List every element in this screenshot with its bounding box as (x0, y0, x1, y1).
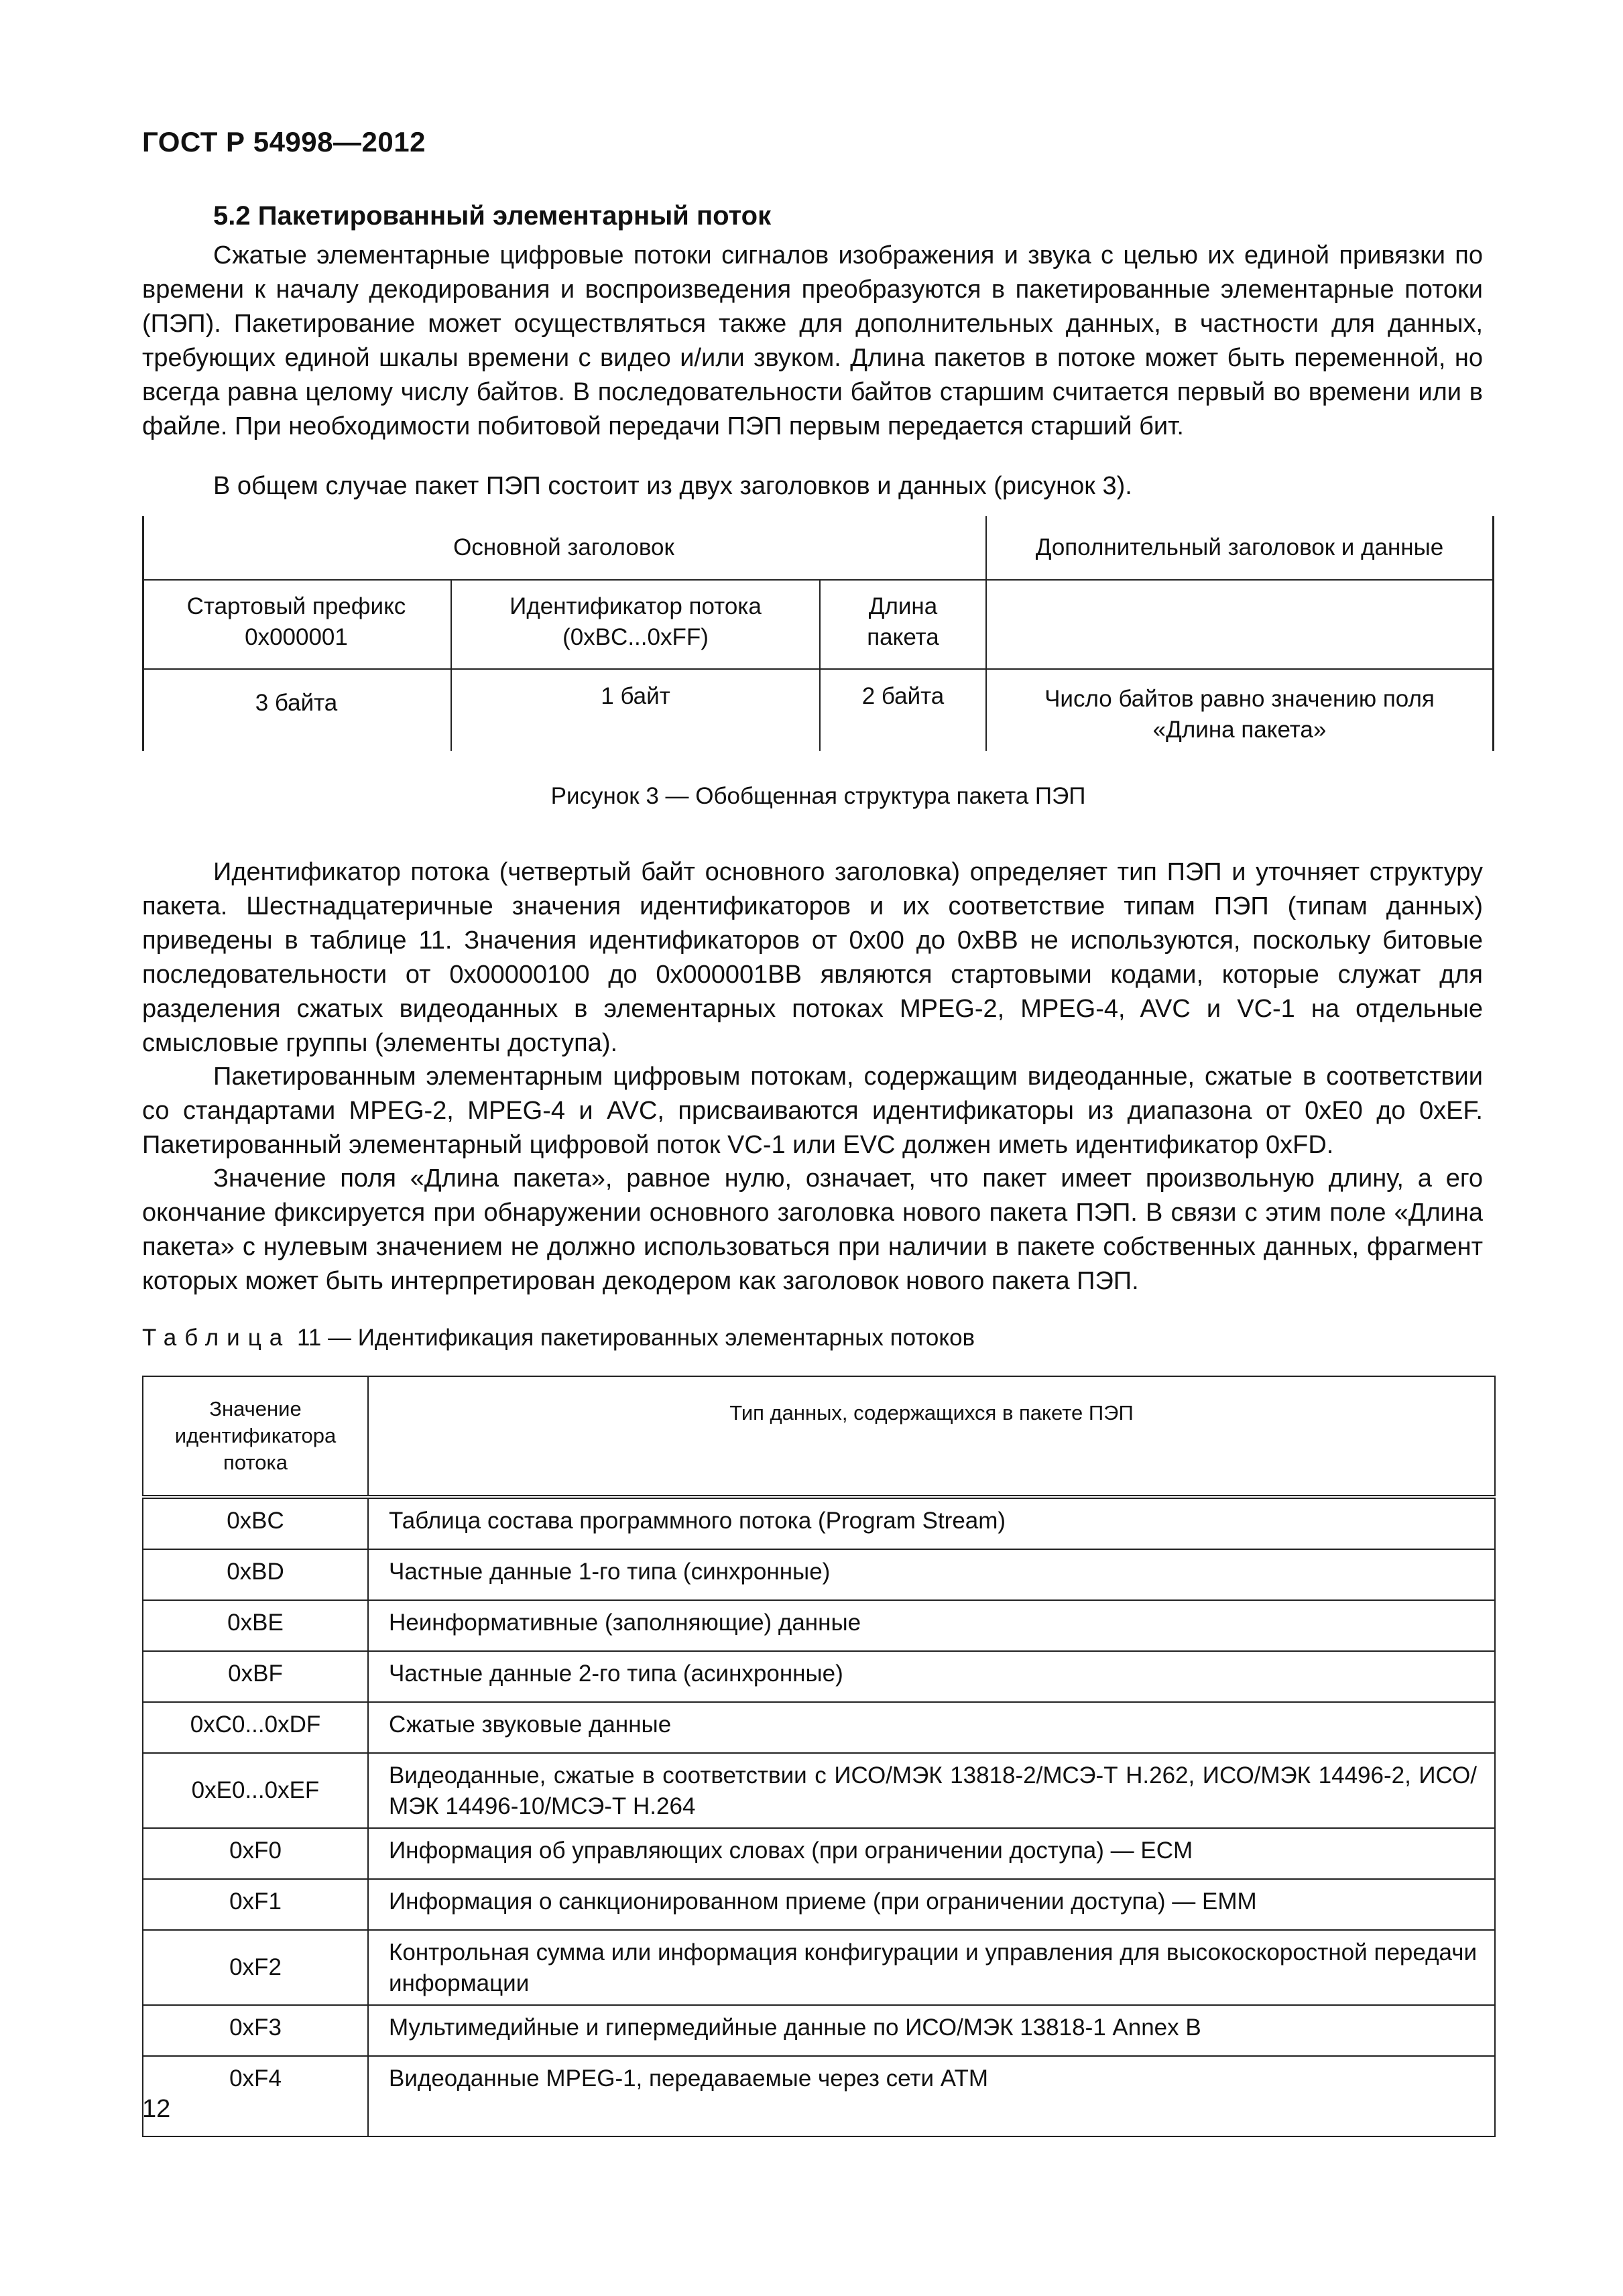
figure-stream-id-label: Идентификатор потока (509, 593, 762, 619)
paragraph-packet-length: Значение поля «Длина пакета», равное нулю, означает, что пакет имеет произвольную длину, а его окончание фиксируется при обнаружении основного заголовка нового пакета ПЭП. В связи с этим поле «Длина пакета» с нулевым значением не должно использоваться при наличии в пакете собственных данных, фрагмент которых может быть интерпретирован декодером как заголовок нового пакета ПЭП. (142, 1164, 1483, 1295)
figure-stream-id (452, 591, 819, 653)
figure-size-stream-id: 1 байт (601, 683, 670, 709)
table-row (143, 1549, 1495, 1600)
table-cell-desc: Информация о санкционированном приеме (при ограничении доступа) — EMM (368, 1879, 1495, 1930)
table-cell-code: 0xBE (143, 1600, 368, 1651)
table-row (143, 1753, 1495, 1828)
figure-size-data-line2: «Длина пакета» (1152, 717, 1327, 743)
table-cell-code: 0xE0...0xEF (143, 1753, 368, 1828)
table-caption (142, 1325, 975, 1351)
page-number: 12 (142, 2095, 171, 2123)
figure-size-data (987, 684, 1492, 745)
table-row (143, 1879, 1495, 1930)
figure-caption: Рисунок 3 — Обобщенная структура пакета ПЭП (550, 783, 1086, 809)
table-cell-desc: Неинформативные (заполняющие) данные (368, 1600, 1495, 1651)
table-cell-code: 0xF2 (143, 1930, 368, 2005)
table-caption-text: 11 — Идентификация пакетированных элементарных потоков (296, 1325, 975, 1351)
figure-start-prefix-label: Стартовый префикс (186, 593, 406, 619)
table-row (143, 2005, 1495, 2056)
table-cell-desc: Сжатые звуковые данные (368, 1702, 1495, 1753)
document-header: ГОСТ Р 54998—2012 (142, 126, 426, 158)
table-cell-code: 0xF4 (143, 2056, 368, 2136)
table-cell-desc: Контрольная сумма или информация конфигурации и управления для высокоскоростной передачи информации (368, 1930, 1495, 2005)
table-row (143, 1828, 1495, 1879)
table-cell-desc: Видеоданные, сжатые в соответствии с ИСО/МЭК 13818-2/МСЭ-Т H.262, ИСО/МЭК 14496-2, ИСО/МЭК 14496-10/МСЭ-Т H.264 (368, 1753, 1495, 1828)
table-cell-code: 0xF3 (143, 2005, 368, 2056)
figure-start-prefix (142, 591, 450, 653)
table-cell-desc: Частные данные 2-го типа (асинхронные) (368, 1651, 1495, 1702)
table-cell-code: 0xF1 (143, 1879, 368, 1930)
table-cell-desc: Видеоданные MPEG-1, передаваемые через сети ATM (368, 2056, 1495, 2136)
table-row (143, 1930, 1495, 2005)
figure-packet-length-label2: пакета (867, 624, 939, 650)
figure-start-prefix-value: 0x000001 (245, 624, 348, 650)
figure-extra-header: Дополнительный заголовок и данные (1035, 534, 1444, 560)
table-caption-word: Таблица (142, 1325, 291, 1351)
table-stream-identifiers (142, 1376, 1496, 2137)
table-header-id: Значение идентификатора потока (143, 1376, 368, 1497)
table-row (143, 1600, 1495, 1651)
table-header-type: Тип данных, содержащихся в пакете ПЭП (368, 1376, 1495, 1497)
table-row (143, 1702, 1495, 1753)
figure-pes-packet-structure (142, 516, 1494, 751)
figure-packet-length (821, 591, 985, 653)
table-cell-desc: Частные данные 1-го типа (синхронные) (368, 1549, 1495, 1600)
figure-packet-length-label: Длина (868, 593, 938, 619)
figure-main-header: Основной заголовок (453, 534, 674, 560)
figure-stream-id-value: (0xBC...0xFF) (562, 624, 709, 650)
table-cell-desc: Мультимедийные и гипермедийные данные по ИСО/МЭК 13818-1 Annex B (368, 2005, 1495, 2056)
paragraph-video-streams: Пакетированным элементарным цифровым потокам, содержащим видеоданные, сжатые в соответствии со стандартами MPEG-2, MPEG-4 и AVC, присваиваются идентификаторы из диапазона от 0xE0 до 0xEF. Пакетированный элементарный цифровой поток VC-1 или EVC должен иметь идентификатор 0xFD. (142, 1063, 1483, 1159)
table-cell-code: 0xBD (143, 1549, 368, 1600)
table-row (143, 1497, 1495, 1549)
table-header-row (143, 1376, 1495, 1497)
paragraph-stream-id: Идентификатор потока (четвертый байт основного заголовка) определяет тип ПЭП и уточняет структуру пакета. Шестнадцатеричные значения идентификаторов и их соответствие типам ПЭП (типам данных) приведены в таблице 11. Значения идентификаторов от 0x00 до 0xBB не используются, поскольку битовые последовательности от 0x00000100 до 0x000001BB являются стартовыми кодами, которые служат для разделения сжатых видеоданных в элементарных потоках MPEG-2, MPEG-4, AVC и VC-1 на отдельные смысловые группы (элементы доступа). (142, 858, 1483, 1057)
table-row (143, 1651, 1495, 1702)
figure-size-length: 2 байта (861, 683, 945, 709)
section-heading: 5.2 Пакетированный элементарный поток (213, 201, 772, 231)
figure-size-data-line1: Число байтов равно значению поля (1044, 686, 1435, 712)
table-cell-desc: Информация об управляющих словах (при ограничении доступа) — ECM (368, 1828, 1495, 1879)
table-row (143, 2056, 1495, 2136)
paragraph-packet-structure: В общем случае пакет ПЭП состоит из двух заголовков и данных (рисунок 3). (213, 472, 1132, 500)
table-cell-code: 0xF0 (143, 1828, 368, 1879)
figure-size-prefix: 3 байта (255, 690, 338, 716)
table-cell-desc: Таблица состава программного потока (Program Stream) (368, 1497, 1495, 1549)
table-cell-code: 0xBC (143, 1497, 368, 1549)
table-cell-code: 0xBF (143, 1651, 368, 1702)
table-cell-code: 0xC0...0xDF (143, 1702, 368, 1753)
paragraph-intro: Сжатые элементарные цифровые потоки сигналов изображения и звука с целью их единой привязки по времени к началу декодирования и воспроизведения преобразуются в пакетированные элементарные потоки (ПЭП). Пакетирование может осуществляться также для дополнительных данных, в частности для данных, требующих единой шкалы времени с видео и/или звуком. Длина пакетов в потоке может быть переменной, но всегда равна целому числу байтов. В последовательности байтов старшим считается первый во времени или в файле. При необходимости побитовой передачи ПЭП первым передается старший бит. (142, 241, 1483, 440)
